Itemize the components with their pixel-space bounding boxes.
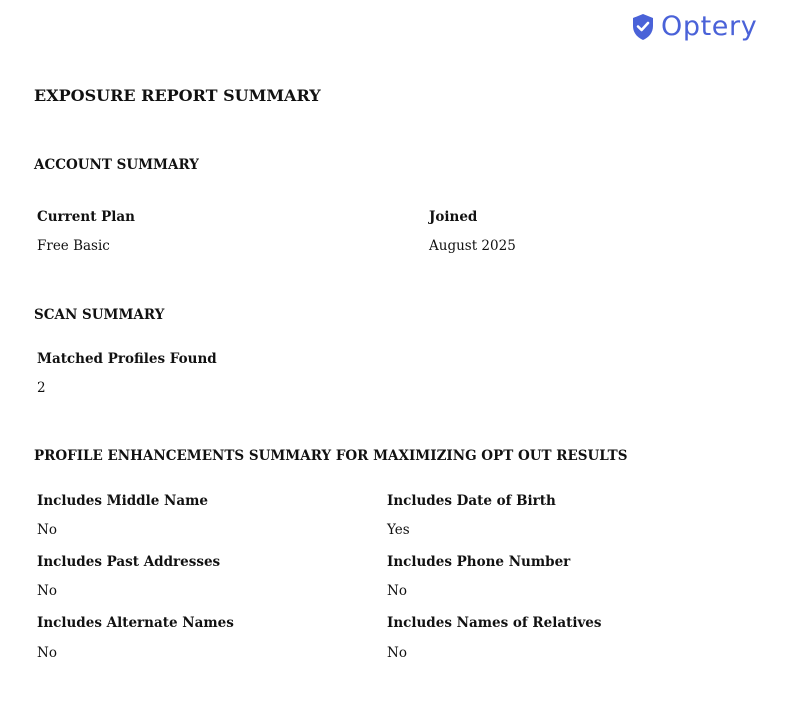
profile-enhancements-heading: PROFILE ENHANCEMENTS SUMMARY FOR MAXIMIZING OPT OUT RESULTS — [34, 448, 628, 464]
phone-number-value: No — [387, 583, 407, 599]
date-of-birth-value: Yes — [387, 522, 410, 538]
middle-name-label: Includes Middle Name — [37, 493, 208, 509]
date-of-birth-label: Includes Date of Birth — [387, 493, 556, 509]
past-addresses-value: No — [37, 583, 57, 599]
past-addresses-label: Includes Past Addresses — [37, 554, 221, 570]
phone-number-label: Includes Phone Number — [387, 554, 571, 570]
current-plan-value: Free Basic — [37, 238, 110, 254]
optery-logo — [631, 10, 757, 44]
joined-label: Joined — [429, 209, 478, 225]
account-summary-heading: ACCOUNT SUMMARY — [34, 157, 199, 173]
brand-name: Optery — [661, 11, 758, 42]
shield-check-icon — [631, 13, 655, 41]
relatives-names-value: No — [387, 645, 407, 661]
joined-value: August 2025 — [429, 238, 516, 254]
matched-profiles-value: 2 — [37, 380, 46, 396]
alternate-names-value: No — [37, 645, 57, 661]
alternate-names-label: Includes Alternate Names — [37, 615, 234, 631]
matched-profiles-label: Matched Profiles Found — [37, 351, 217, 367]
middle-name-value: No — [37, 522, 57, 538]
relatives-names-label: Includes Names of Relatives — [387, 615, 602, 631]
scan-summary-heading: SCAN SUMMARY — [34, 307, 165, 323]
report-title: EXPOSURE REPORT SUMMARY — [34, 86, 321, 105]
current-plan-label: Current Plan — [37, 209, 135, 225]
